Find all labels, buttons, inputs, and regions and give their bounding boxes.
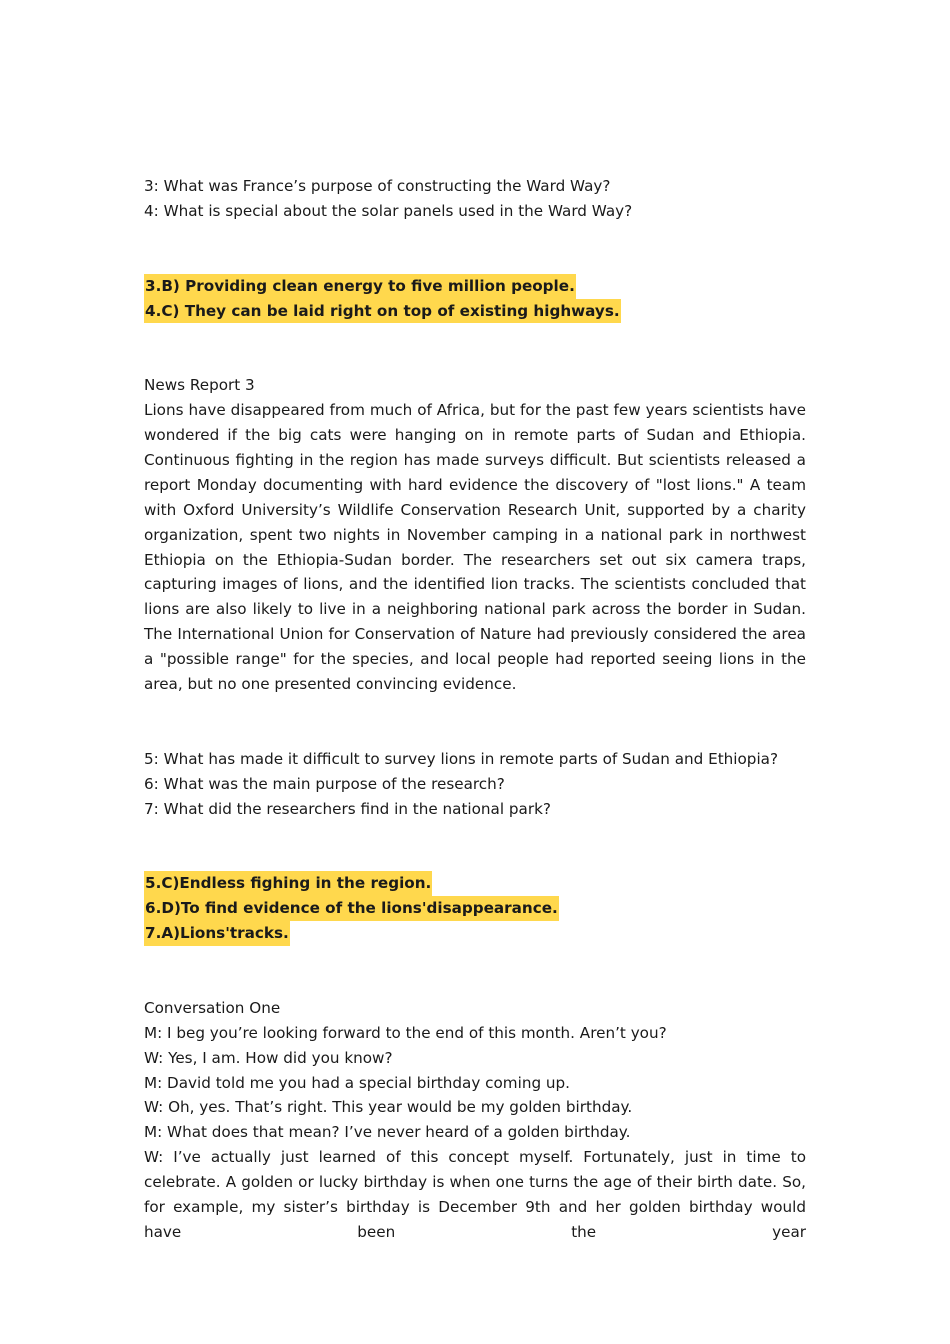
spacer: [144, 822, 806, 872]
dialogue-line: M: David told me you had a special birthday coming up.: [144, 1073, 571, 1092]
answer-6: 6.D)To find evidence of the lions'disappearance.: [144, 896, 559, 921]
answer-3: 3.B) Providing clean energy to five million people.: [144, 274, 576, 299]
dialogue-line: M: What does that mean? I’ve never heard of a golden birthday.: [144, 1123, 631, 1142]
spacer: [144, 946, 806, 996]
dialogue-line: M: I beg you’re looking forward to the end of this month. Aren’t you?: [144, 1023, 667, 1042]
answer-7-line: [144, 921, 806, 946]
spacer: [144, 697, 806, 747]
answer-7: 7.A)Lions'tracks.: [144, 921, 290, 946]
dialogue-paragraph: W: I’ve actually just learned of this concept myself. Fortunately, just in time to celebrate. A golden or lucky birthday is when one turns the age of their birth date. So, for example, my sister’s birthday is December 9th and her golden birthday would have been the year: [144, 1148, 806, 1241]
spacer: [144, 224, 806, 274]
question-6: 6: What was the main purpose of the research?: [144, 774, 505, 793]
spacer: [144, 323, 806, 373]
answer-4: 4.C) They can be laid right on top of existing highways.: [144, 299, 621, 324]
answer-4-line: [144, 299, 806, 324]
answer-5-line: [144, 871, 806, 896]
question-5: 5: What has made it difficult to survey lions in remote parts of Sudan and Ethiopia?: [144, 749, 779, 768]
dialogue-line: W: Yes, I am. How did you know?: [144, 1048, 393, 1067]
section-heading-news-report-3: News Report 3: [144, 376, 255, 395]
news-report-paragraph: Lions have disappeared from much of Africa, but for the past few years scientists have wondered if the big cats were hanging on in remote parts of Sudan and Ethiopia. Continuous fighting in the region has made surveys difficult. But scientists released a report Monday documenting with hard evidence the discovery of "lost lions." A team with Oxford University’s Wildlife Conservation Research Unit, supported by a charity organization, spent two nights in November camping in a national park in northwest Ethiopia on the Ethiopia-Sudan border. The researchers set out six camera traps, capturing images of lions, and the identified lion tracks. The scientists concluded that lions are also likely to live in a neighboring national park across the border in Sudan. The International Union for Conservation of Nature had previously considered the area a "possible range" for the species, and local people had reported seeing lions in the area, but no one presented convincing evidence.: [144, 401, 806, 694]
question-4: 4: What is special about the solar panels used in the Ward Way?: [144, 201, 633, 220]
answer-3-line: [144, 274, 806, 299]
question-7: 7: What did the researchers find in the national park?: [144, 799, 551, 818]
document-page: [144, 174, 806, 1245]
dialogue-line: W: Oh, yes. That’s right. This year would be my golden birthday.: [144, 1098, 633, 1117]
question-3: 3: What was France’s purpose of constructing the Ward Way?: [144, 177, 611, 195]
answer-5: 5.C)Endless fighing in the region.: [144, 871, 432, 896]
section-heading-conversation-one: Conversation One: [144, 998, 281, 1017]
answer-6-line: [144, 896, 806, 921]
